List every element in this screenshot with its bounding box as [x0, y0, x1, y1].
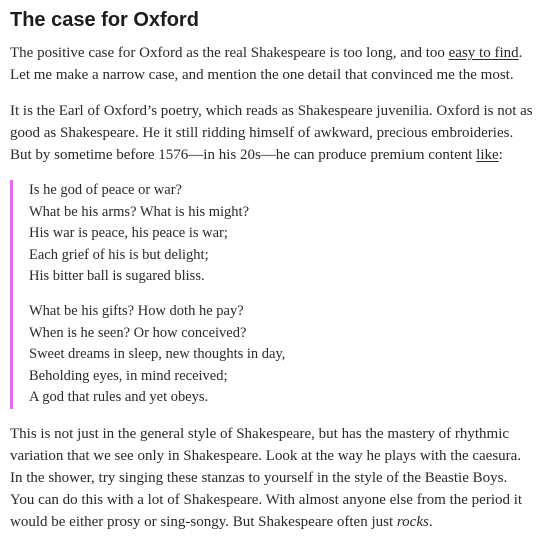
easy-to-find-link[interactable]: easy to find [448, 45, 519, 61]
paragraph-intro [10, 42, 534, 86]
paragraph-analysis-text-2: . [428, 513, 433, 530]
poem-line: Is he god of peace or war? [29, 182, 182, 198]
section-heading: The case for Oxford [10, 9, 199, 31]
poem-line: Beholding eyes, in mind received; [29, 367, 228, 384]
poem-blockquote [10, 180, 534, 409]
emphasis-rocks: rocks [396, 513, 429, 530]
poem-line: His war is peace, his peace is war; [29, 225, 228, 242]
paragraph-poetry-text-2: : [498, 147, 503, 163]
poem-line: What be his arms? What is his might? [29, 203, 250, 220]
paragraph-analysis-text-1: This is not just in the general style of Shakespeare, but has the mastery of rhythmic variation that we see only in Shakespeare. Look at the way he plays with the caesura. In the shower, try singing these stanzas to yourself in the style of the Beastie Boys. You can do this with a lot of Shakespeare. With almost anyone else from the period it would be either prosy or sing-songy. But Shakespeare often just [10, 425, 523, 530]
poem-stanza-1 [29, 180, 534, 288]
paragraph-analysis [10, 423, 534, 533]
paragraph-intro-text-1: The positive case for Oxford as the real Shakespeare is too long, and too [10, 45, 449, 61]
poem-line: His bitter ball is sugared bliss. [29, 268, 205, 285]
paragraph-poetry [10, 100, 534, 166]
poem-line: A god that rules and yet obeys. [29, 389, 209, 406]
like-link[interactable]: like [476, 147, 499, 163]
poem-line: When is he seen? Or how conceived? [29, 324, 247, 341]
paragraph-intro-text-2: . Let me make a narrow case, and mention the one detail that convinced me the most. [10, 45, 523, 83]
paragraph-poetry-text-1: It is the Earl of Oxford’s poetry, which reads as Shakespeare juvenilia. Oxford is not as good as Shakespeare. He it still ridding himself of awkward, precious embroideries. But by sometime before 1576—in his 20s—he can produce premium content [10, 103, 533, 163]
poem-line: What be his gifts? How doth he pay? [29, 302, 244, 319]
poem-line: Each grief of his is but delight; [29, 246, 209, 263]
poem-stanza-2 [29, 301, 534, 409]
article [10, 6, 534, 547]
poem-line: Sweet dreams in sleep, new thoughts in day, [29, 346, 286, 363]
